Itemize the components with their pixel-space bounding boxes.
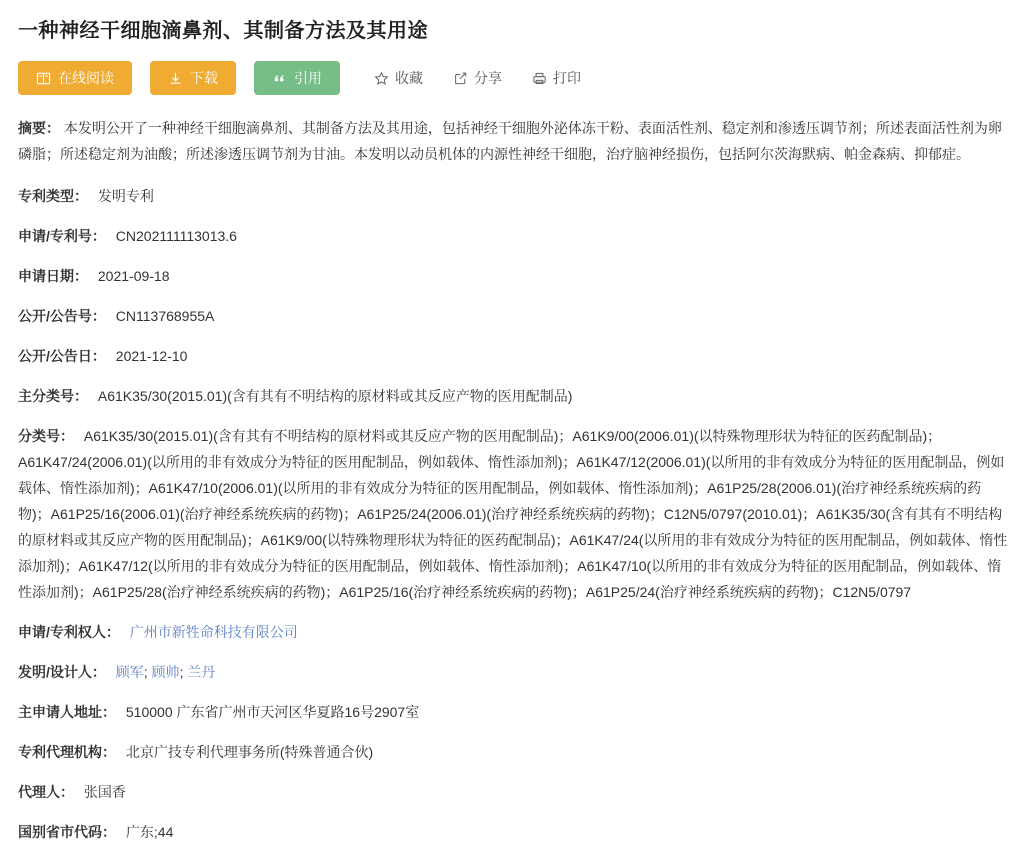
classification-row [18, 423, 1011, 605]
abstract-label: 摘要： [18, 120, 60, 136]
action-toolbar [18, 61, 1011, 95]
page-title: 一种神经干细胞滴鼻剂、其制备方法及其用途 [18, 20, 428, 42]
inventor-separator-1: ; [143, 664, 152, 680]
application-date-value: 2021-09-18 [97, 268, 170, 284]
region-code-label: 国别省市代码： [18, 824, 116, 840]
application-number-label: 申请/专利号： [18, 228, 106, 244]
classification-label: 分类号： [18, 428, 74, 444]
applicant-address-row [18, 699, 1011, 725]
publication-date-label: 公开/公告日： [18, 348, 106, 364]
inventor-link-2[interactable]: 顾帅 [151, 664, 180, 680]
publication-number-label: 公开/公告号： [18, 308, 106, 324]
region-code-row [18, 819, 1011, 845]
region-code-value: 广东;44 [125, 824, 174, 840]
read-online-button[interactable] [18, 61, 132, 95]
download-icon [168, 71, 183, 86]
main-classification-value: A61K35/30(2015.01)(含有其有不明结构的原材料或其反应产物的医用配制品) [97, 388, 573, 404]
printer-icon [532, 71, 547, 86]
applicant-address-value: 510000 广东省广州市天河区华夏路16号2907室 [125, 704, 420, 720]
publication-number-row [18, 303, 1011, 329]
agency-row [18, 739, 1011, 765]
print-label: 打印 [553, 70, 581, 86]
favorite-button[interactable] [374, 68, 423, 88]
application-date-row [18, 263, 1011, 289]
abstract-text: 本发明公开了一种神经干细胞滴鼻剂、其制备方法及其用途，包括神经干细胞外泌体冻干粉、表面活性剂、稳定剂和渗透压调节剂；所述表面活性剂为卵磷脂；所述稳定剂为油酸；所述渗透压调节剂为甘油。本发明以动员机体的内源性神经干细胞，治疗脑神经损伤，包括阿尔茨海默病、帕金森病、抑郁症。 [18, 120, 1002, 162]
inventor-link-3[interactable]: 兰丹 [187, 664, 216, 680]
cite-label: 引用 [294, 70, 322, 86]
main-classification-row [18, 383, 1011, 409]
applicant-label: 申请/专利权人： [18, 624, 120, 640]
share-label: 分享 [474, 70, 502, 86]
applicant-value-link[interactable]: 广州市新牲命科技有限公司 [129, 624, 298, 640]
book-icon [36, 71, 51, 86]
inventor-row [18, 659, 1011, 685]
publication-date-value: 2021-12-10 [115, 348, 188, 364]
quote-icon [272, 71, 287, 86]
patent-type-label: 专利类型： [18, 188, 88, 204]
publication-number-value: CN113768955A [115, 308, 215, 324]
favorite-label: 收藏 [395, 70, 423, 86]
download-label: 下载 [190, 70, 218, 86]
publication-date-row [18, 343, 1011, 369]
application-number-row [18, 223, 1011, 249]
star-icon [374, 71, 389, 86]
application-number-value: CN202111113013.6 [115, 228, 237, 244]
applicant-address-label: 主申请人地址： [18, 704, 116, 720]
classification-value: A61K35/30(2015.01)(含有其有不明结构的原材料或其反应产物的医用配制品)；A61K9/00(2006.01)(以特殊物理形状为特征的医药配制品)；A61K47/24(2006.01)(以所用的非有效成分为特征的医用配制品，例如载体、惰性添加剂)；A61K47/12(2006.01)(以所用的非有效成分为特征的医用配制品，例如载体、惰性添加剂)；A61K47/10(2006.01)(以所用的非有效成分为特征的医用配制品，例如载体、惰性添加剂)；A61P25/28(2006.01)(治疗神经系统疾病的药物)；A61P25/16(2006.01)(治疗神经系统疾病的药物)；A61P25/24(2006.01)(治疗神经系统疾病的药物)；C12N5/0797(2010.01)；A61K35/30(含有其有不明结构的原材料或其反应产物的医用配制品)；A61K9/00(以特殊物理形状为特征的医药配制品)；A61K47/24(以所用的非有效成分为特征的医用配制品，例如载体、惰性添加剂)；A61K47/12(以所用的非有效成分为特征的医用配制品，例如载体、惰性添加剂)；A61K47/10(以所用的非有效成分为特征的医用配制品，例如载体、惰性添加剂)；A61P25/28(治疗神经系统疾病的药物)；A61P25/16(治疗神经系统疾病的药物)；A61P25/24(治疗神经系统疾病的药物)；C12N5/0797 [18, 428, 1008, 600]
applicant-row [18, 619, 1011, 645]
patent-type-value: 发明专利 [97, 188, 154, 204]
inventor-separator-2: ; [179, 664, 188, 680]
share-button[interactable] [453, 68, 502, 88]
cite-button[interactable] [254, 61, 340, 95]
inventor-link-1[interactable]: 顾军 [115, 664, 144, 680]
agent-label: 代理人： [18, 784, 74, 800]
patent-type-row [18, 183, 1011, 209]
agent-row [18, 779, 1011, 805]
agent-value: 张国香 [83, 784, 126, 800]
download-button[interactable] [150, 61, 236, 95]
print-button[interactable] [532, 68, 581, 88]
application-date-label: 申请日期： [18, 268, 88, 284]
share-icon [453, 71, 468, 86]
inventor-label: 发明/设计人： [18, 664, 106, 680]
read-online-label: 在线阅读 [58, 70, 114, 86]
agency-value: 北京广技专利代理事务所(特殊普通合伙) [125, 744, 374, 760]
abstract-row [18, 115, 1011, 167]
agency-label: 专利代理机构： [18, 744, 116, 760]
main-classification-label: 主分类号： [18, 388, 88, 404]
